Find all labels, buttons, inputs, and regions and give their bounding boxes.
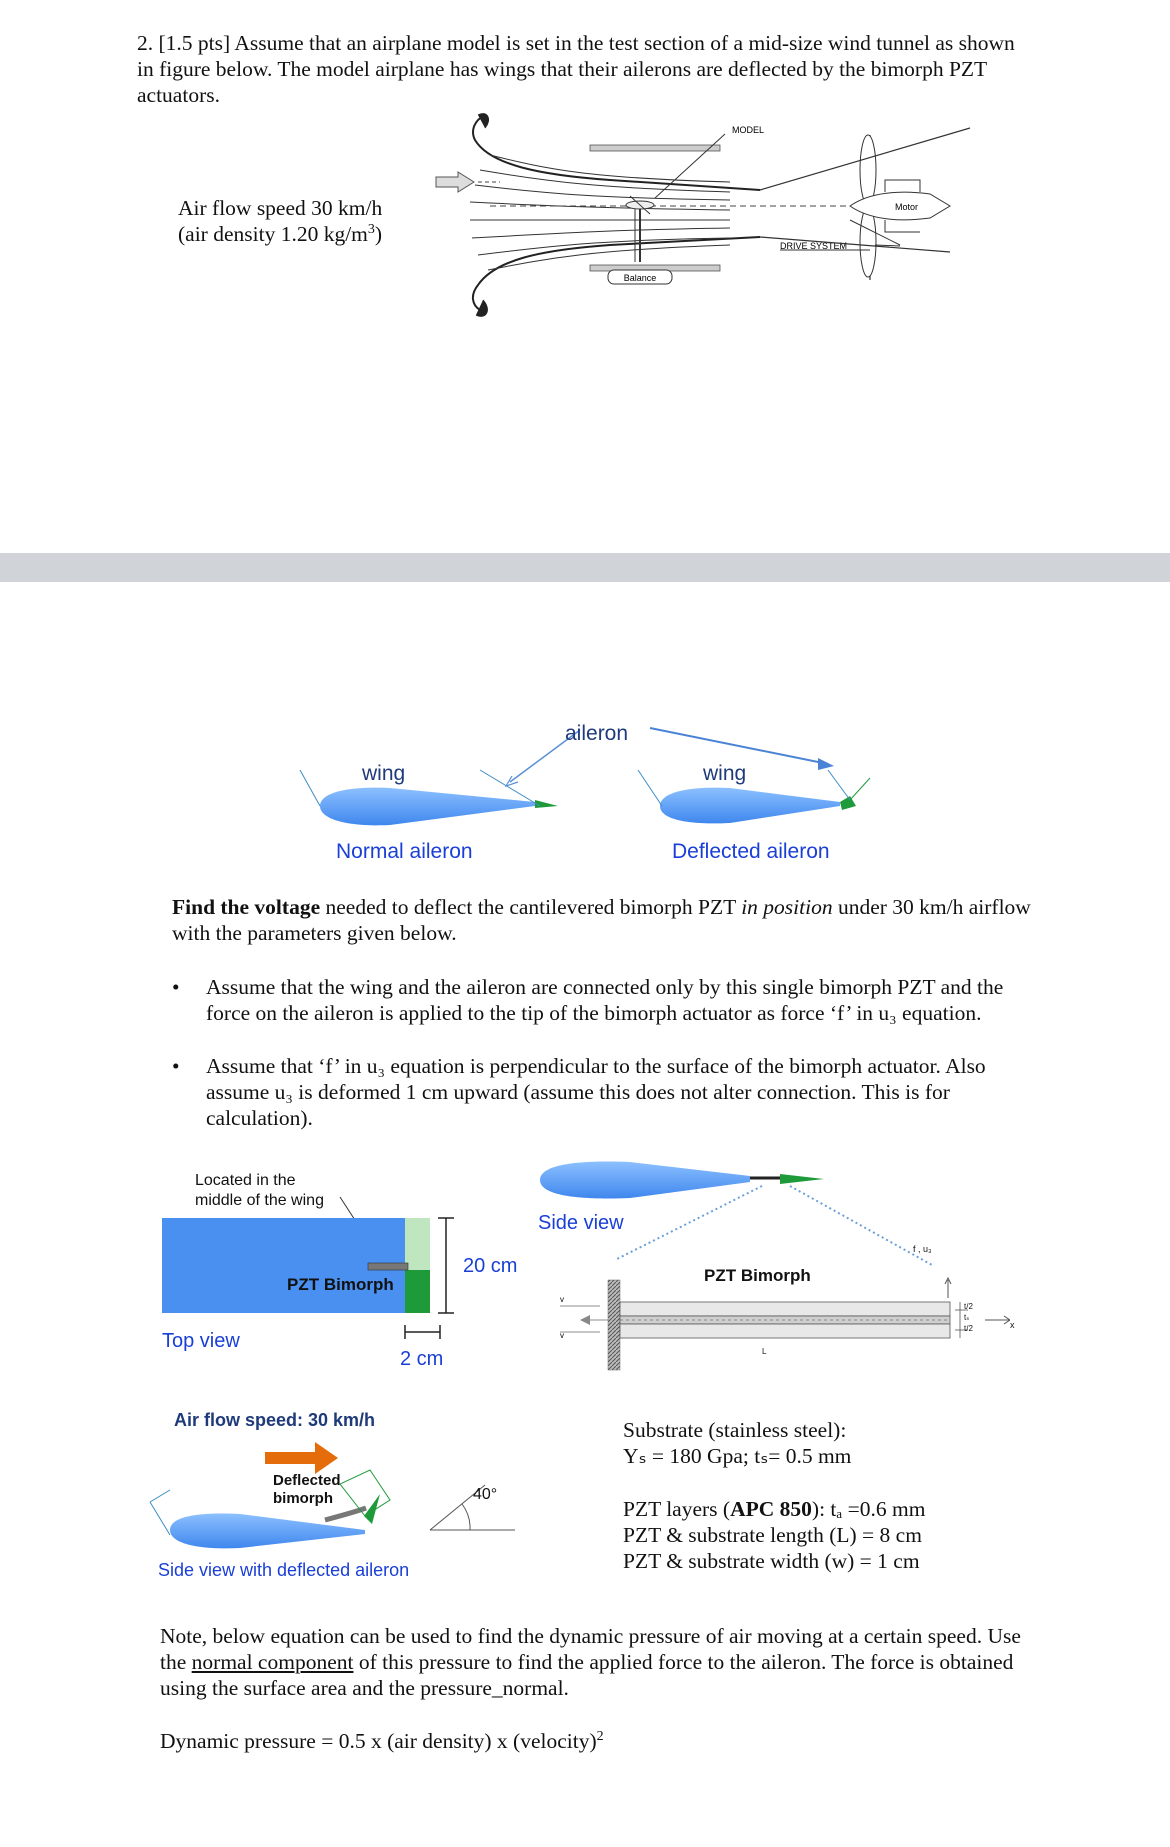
wing-label-left: wing (362, 762, 406, 785)
t2-top-label: t/2 (964, 1302, 973, 1311)
located-label: Located in the middle of the wing (195, 1172, 324, 1209)
side-view-caption: Side view (538, 1212, 624, 1234)
model-label: MODEL (732, 125, 765, 135)
aileron-side-view (780, 1174, 824, 1184)
ts-label: tₛ (964, 1313, 970, 1322)
note-paragraph: Note, below equation can be used to find the dynamic pressure of air moving at a certain speed. Use the normal component of this pressure to find the applied force to the aileron. The force is obtained using the surface area and the pressure_normal. (160, 1624, 1021, 1700)
aileron-top-view (405, 1270, 430, 1313)
wing-normal (320, 788, 535, 826)
deflected-bimorph-label: Deflected bimorph (273, 1472, 341, 1507)
pzt-top-view (368, 1263, 408, 1270)
problem-intro-text: Assume that an airplane model is set in the test section of a mid-size wind tunnel as shown in figure below. The model airplane has wings that their ailerons are deflected by the bimorph PZT actuators. (137, 31, 1015, 107)
svg-text:v: v (560, 1331, 564, 1340)
air-density: (air density 1.20 $kg/m^3$) (178, 221, 383, 246)
x-label: x (1010, 1320, 1015, 1330)
problem-intro (137, 30, 1027, 108)
deflected-aileron-caption: Deflected aileron (672, 840, 830, 863)
deflected-side-caption: Side view with deflected aileron (158, 1560, 410, 1580)
airflow-speed-label: Air flow speed: 30 km/h (174, 1410, 376, 1430)
airflow-label (178, 195, 418, 247)
note-underline: normal component (191, 1650, 354, 1674)
L-label: L (762, 1347, 767, 1356)
pzt-label-side: PZT Bimorph (704, 1266, 811, 1285)
t2-bot-label: t/2 (964, 1324, 973, 1333)
aileron-normal (535, 800, 558, 808)
pzt-bottom-layer (620, 1324, 950, 1338)
airflow-arrow-icon (265, 1442, 338, 1474)
problem-points: [1.5 pts] (158, 31, 231, 55)
side-view-diagram (540, 1150, 1010, 1380)
wing-deflected (660, 788, 840, 824)
wing-side-view (540, 1162, 750, 1199)
svg-text:v: v (560, 1295, 564, 1304)
tunnel-upper-wall (473, 115, 760, 190)
aileron-deflected-side (364, 1494, 380, 1524)
dim-20cm: 20 cm (463, 1255, 518, 1277)
pzt-label-top: PZT Bimorph (287, 1275, 394, 1294)
dim-2cm: 2 cm (400, 1348, 444, 1370)
substrate-params: Substrate (stainless steel): Yₛ = 180 Gpa; tₛ= 0.5 mm (623, 1418, 852, 1468)
wing-label-right: wing (703, 762, 747, 785)
streamlines (470, 155, 730, 270)
angle-label: 40° (473, 1486, 498, 1503)
balance-label: Balance (623, 273, 657, 283)
aileron-label: aileron (565, 722, 629, 745)
assumption-2: • Assume that ‘f’ in u₃ equation is perpendicular to the surface of the bimorph actuator. Also assume u₃ is deformed 1 cm upward (assume this does not alter connection. This is for calculation). (172, 1054, 986, 1130)
assumption-1: • Assume that the wing and the aileron are connected only by this single bimorph PZT and the force on the aileron is applied to the tip of the bimorph actuator as force ‘f’ in u₃ equation. (172, 975, 1004, 1025)
f-u3-label: f , u₃ (913, 1244, 932, 1254)
motor-label: Motor (895, 202, 919, 212)
page-divider (0, 553, 1170, 582)
wind-tunnel-diagram (430, 110, 990, 320)
airflow-speed: Air flow speed 30 km/h (178, 196, 383, 220)
normal-aileron-caption: Normal aileron (336, 840, 473, 863)
pzt-params: PZT layers (APC 850): tₐ =0.6 mm PZT & substrate length (L) = 8 cm PZT & substrate width (w) = 1 cm (623, 1497, 926, 1573)
task-italic: in position (741, 895, 833, 919)
propeller-upper (860, 135, 876, 205)
flow-arrow-icon (436, 172, 474, 192)
top-view-caption: Top view (162, 1330, 240, 1352)
task-bold: Find the voltage (172, 895, 321, 919)
problem-number: 2. (137, 31, 154, 55)
dynamic-pressure-equation: Dynamic pressure = 0.5 x (air density) x (velocity)$^2$ (160, 1728, 604, 1753)
pzt-top-layer (620, 1302, 950, 1316)
task-statement: Find the voltage needed to deflect the cantilevered bimorph PZT in position under 30 km/h airflow with the parameters given below. (172, 895, 1031, 945)
propeller-lower (860, 207, 876, 277)
drive-system-label: DRIVE SYSTEM (780, 241, 848, 251)
